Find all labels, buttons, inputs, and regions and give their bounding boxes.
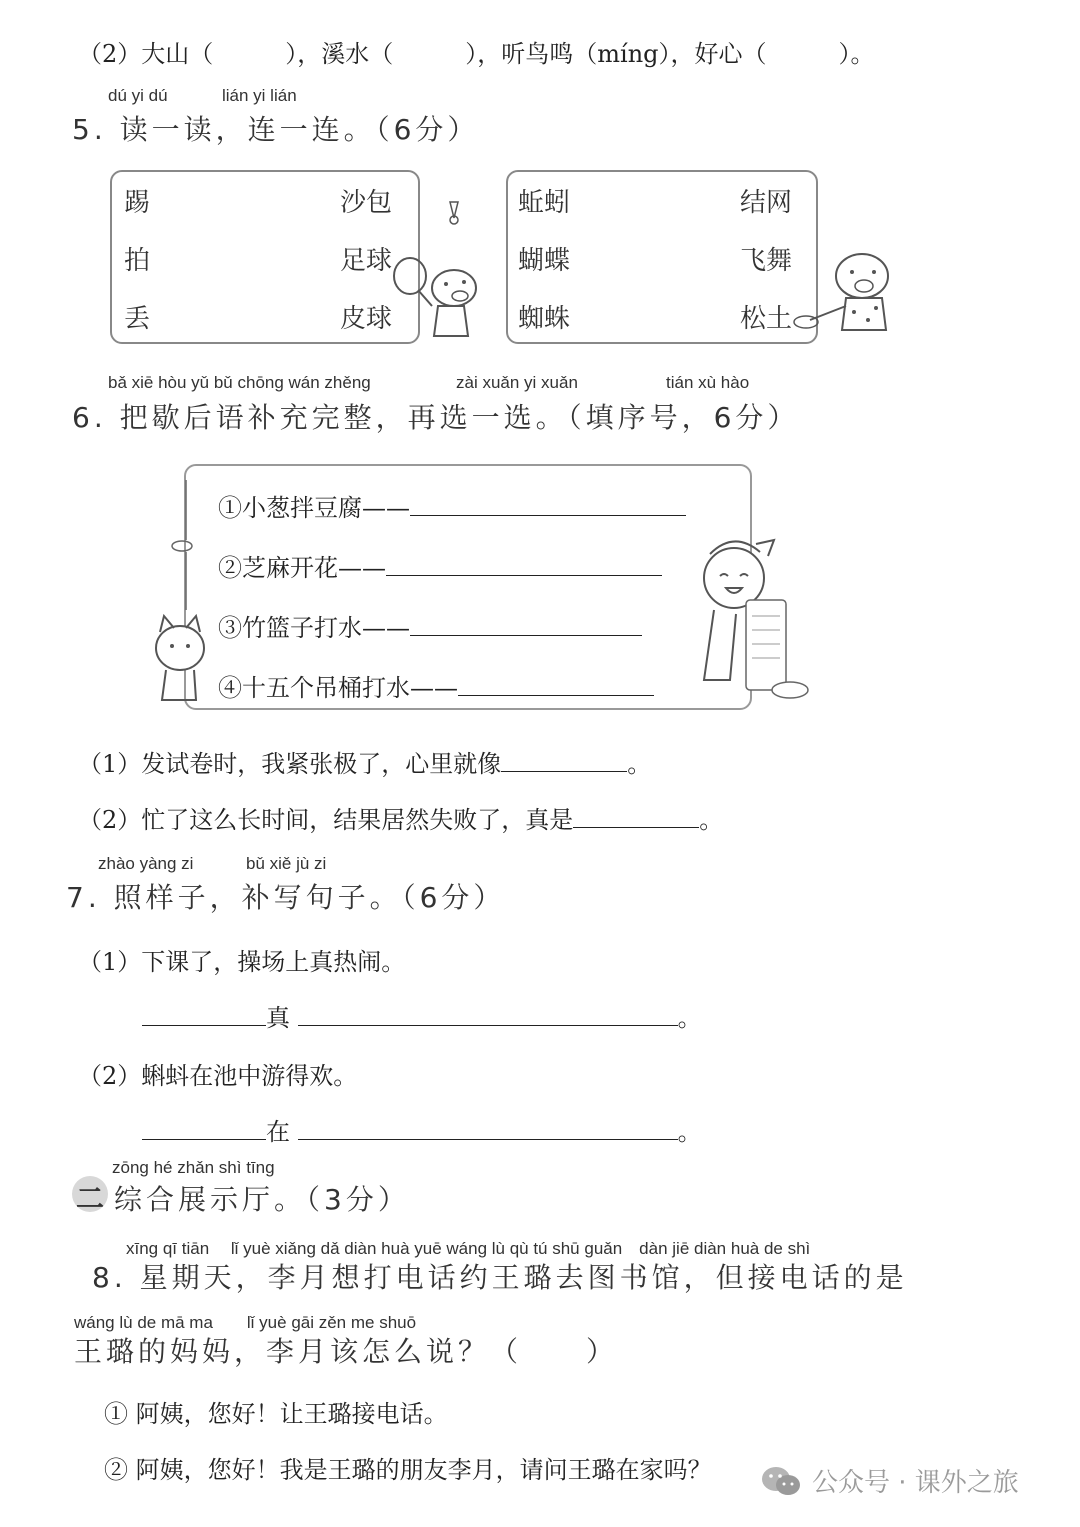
q6-pinyin-2: zài xuǎn yi xuǎn [456,373,578,392]
section2-title: 综合展示厅。（3分） [114,1183,410,1216]
saying-2-blank[interactable] [386,553,662,576]
saying-3-text: ③竹篮子打水—— [218,614,410,642]
action-1: 结网 [740,188,793,218]
pig-badminton-illustration [388,196,488,346]
q5-title: 5. 读一读，连一连。（6分） [72,113,480,146]
q6-sub2 [78,800,723,835]
q7-answer-2-word: 在 [266,1118,290,1146]
q8-line2: 王璐的妈妈，李月该怎么说？（ ） [74,1335,619,1368]
object-2: 足球 [340,246,393,276]
q5-pinyin-1: dú yi dú [108,86,168,105]
action-3: 松土 [740,304,793,334]
verb-3: 丢 [124,304,151,334]
animal-3: 蜘蛛 [518,304,571,334]
q4-item2: （2）大山（ ），溪水（ ），听鸟鸣（míng），好心（ ）。 [78,40,875,68]
object-1: 沙包 [340,188,393,218]
section2-pinyin: zōng hé zhǎn shì tīng [112,1158,275,1177]
q5-right-box [506,170,818,344]
q7-answer-1-blank-a[interactable] [142,1003,266,1026]
q8-option-1[interactable]: ① 阿姨，您好！让王璐接电话。 [104,1400,448,1428]
q7-answer-2-end: 。 [677,1118,702,1146]
q6-sub1-text: （1）发试卷时，我紧张极了，心里就像 [78,750,502,778]
q7-pinyin-1: zhào yàng zi [98,854,194,873]
q7-answer-2-blank-b[interactable] [298,1117,678,1140]
saying-1-text: ①小葱拌豆腐—— [218,494,410,522]
q6-sub2-end: 。 [699,806,724,834]
q7-pinyin-2: bǔ xiě jù zi [246,854,327,873]
saying-2 [218,548,662,583]
saying-4-blank[interactable] [458,673,654,696]
q7-answer-1-end: 。 [677,1004,702,1032]
q7-title: 7. 照样子，补写句子。（6分） [66,881,506,914]
section2-badge [72,1176,108,1215]
q5-pinyin-2: lián yi lián [222,86,297,105]
q7-example-1: （1）下课了，操场上真热闹。 [78,948,406,976]
q6-sub1-blank[interactable] [501,749,627,772]
q8-pinyin-1: xīng qī tiān lǐ yuè xiǎng dǎ diàn huà yuē wáng lù qù tú shū guǎn dàn jiē diàn huà de shì [126,1239,811,1258]
action-2: 飞舞 [740,246,793,276]
q6-pinyin-1: bǎ xiē hòu yǔ bǔ chōng wán zhěng [108,373,371,392]
cat-fishing-illustration [146,480,226,710]
q7-answer-2 [142,1112,702,1147]
saying-3-blank[interactable] [410,613,642,636]
wechat-icon [760,1463,802,1499]
q6-sub2-blank[interactable] [573,805,699,828]
saying-4-text: ④十五个吊桶打水—— [218,674,458,702]
section2-number: 二 [76,1182,105,1215]
q7-example-2: （2）蝌蚪在池中游得欢。 [78,1062,358,1090]
watermark [760,1462,1019,1499]
q8-option-2[interactable]: ② 阿姨，您好！我是王璐的朋友李月，请问王璐在家吗？ [104,1456,712,1484]
q7-answer-1-word: 真 [266,1004,290,1032]
saying-2-text: ②芝麻开花—— [218,554,386,582]
saying-4 [218,668,654,703]
boy-scroll-illustration [690,530,814,710]
q6-sub1-end: 。 [627,750,652,778]
pig-net-illustration [790,240,900,340]
q8-pinyin-2: wáng lù de mā ma lǐ yuè gāi zěn me shuō [74,1313,417,1332]
q7-answer-1-blank-b[interactable] [298,1003,678,1026]
saying-3 [218,608,642,643]
verb-2: 拍 [124,246,151,276]
object-3: 皮球 [340,304,393,334]
animal-1: 蚯蚓 [518,188,571,218]
q8-line1: 8. 星期天，李月想打电话约王璐去图书馆，但接电话的是 [92,1261,908,1294]
q6-sub2-text: （2）忙了这么长时间，结果居然失败了，真是 [78,806,574,834]
saying-1 [218,488,686,523]
q7-answer-2-blank-a[interactable] [142,1117,266,1140]
q5-left-box [110,170,420,344]
animal-2: 蝴蝶 [518,246,571,276]
q6-pinyin-3: tián xù hào [666,373,750,392]
q7-answer-1 [142,998,702,1033]
saying-1-blank[interactable] [410,493,686,516]
q6-sub1 [78,744,651,779]
q6-title: 6. 把歇后语补充完整，再选一选。（填序号，6分） [72,401,800,434]
verb-1: 踢 [124,188,151,218]
watermark-text: 公众号 · 课外之旅 [812,1468,1019,1498]
